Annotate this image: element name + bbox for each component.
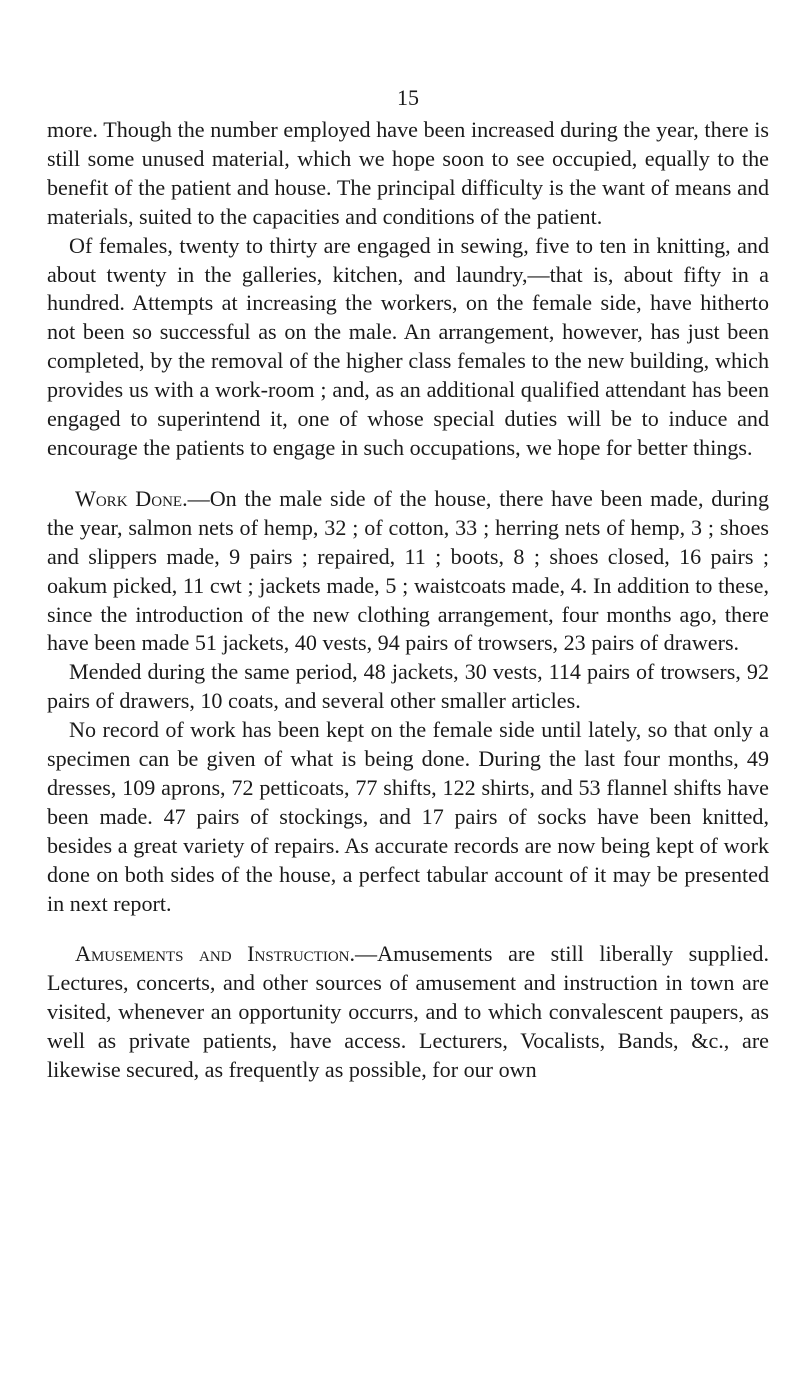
page-number: 15 — [397, 85, 419, 110]
paragraph-text: Of females, twenty to thirty are engaged in sewing, five to ten in knitting, and about twenty in the galleries, kitchen, and laundry,—that is, about fifty in a hundred. Attempts at increasing the workers, on the female side, have hitherto not been so successful as on the male. An arrangement, however, has just been completed, by the removal of the higher class females to the new building, which provides us with a work-room ; and, as an additional qualified attendant has been engaged to superintend it, one of whose special duties will be to induce and encourage the patients to engage in such occupations, we hope for better things. — [47, 232, 769, 460]
paragraph-mended — [47, 658, 769, 716]
paragraph-text: Mended during the same period, 48 jackets, 30 vests, 114 pairs of trowsers, 92 pairs of drawers, 10 coats, and several other smaller articles. — [47, 659, 769, 714]
paragraph-text: No record of work has been kept on the female side until lately, so that only a specimen can be given of what is being done. During the last four months, 49 dresses, 109 aprons, 72 petticoats, 77 shifts, 122 shirts, and 53 flannel shifts have been made. 47 pairs of stockings, and 17 pairs of socks have been knitted, besides a great variety of repairs. As accurate records are now being kept of work done on both sides of the house, a perfect tabular account of it may be presented in next report. — [47, 717, 769, 916]
section-heading-amusements: Amusements and Instruction. — [75, 941, 356, 967]
section-heading-work-done: Work Done. — [75, 485, 188, 511]
paragraph-text: more. Though the number employed have been increased during the year, there is still some unused material, which we hope soon to see occupied, equally to the benefit of the patient and house. The principal difficulty is the want of means and materials, suited to the capacities and conditions of the patient. — [47, 117, 769, 229]
paragraph-text: —On the male side of the house, there have been made, during the year, salmon nets of hemp, 32 ; of cotton, 33 ; herring nets of hemp, 3 ; shoes and slippers made, 9 pairs ; repaired, 11 ; boots, 8 ; shoes closed, 16 pairs ; oakum picked, 11 cwt ; jackets made, 5 ; waistcoats made, 4. In addition to these, since the introduction of the new clothing arrangement, four months ago, there have been made 51 jackets, 40 vests, 94 pairs of trowsers, 23 pairs of drawers. — [47, 485, 769, 656]
paragraph-females — [47, 232, 769, 463]
paragraph-continuation — [47, 116, 769, 232]
paragraph-text: —Amusements are still liberally supplied. Lectures, concerts, and other sources of amusement and instruction in town are visited, whenever an opportunity occurrs, and to which convalescent paupers, as well as private patients, have access. Lecturers, Vocalists, Bands, &c., are likewise secured, as frequently as possible, for our own — [47, 941, 769, 1083]
paragraph-female-side — [47, 716, 769, 918]
body-text — [47, 116, 769, 1085]
paragraph-amusements — [47, 940, 769, 1085]
paragraph-work-done — [47, 485, 769, 658]
